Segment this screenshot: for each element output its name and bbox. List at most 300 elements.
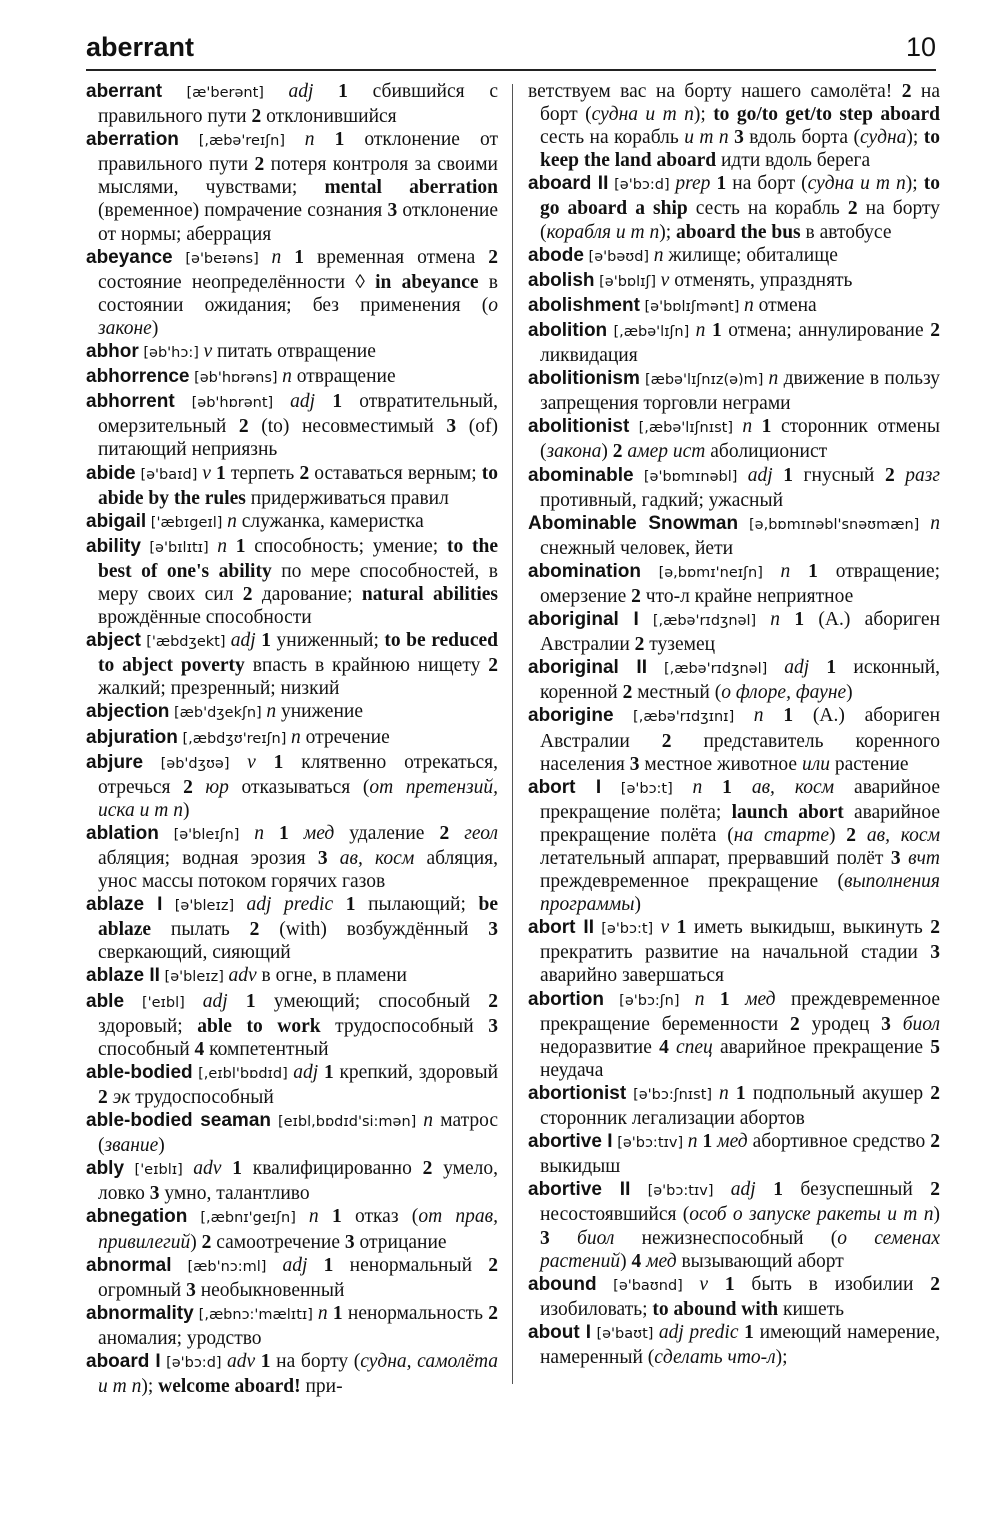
transcription: ['æbdʒekt] bbox=[140, 634, 231, 651]
text-run bbox=[221, 1158, 232, 1179]
bold-text: 1 bbox=[273, 751, 284, 773]
text-run: (А.) абориген Австралии bbox=[540, 705, 941, 752]
headword: able-bodied seaman bbox=[86, 1110, 272, 1132]
left-column bbox=[86, 80, 498, 1398]
text-run: отменять, упразднять bbox=[669, 269, 853, 291]
italic-label: разг bbox=[905, 464, 941, 486]
headword: Abominable Snowman bbox=[528, 512, 739, 534]
text-run: отвращение bbox=[291, 366, 396, 388]
bold-text: 2 bbox=[251, 106, 262, 128]
text-run: что-л крайне неприятное bbox=[640, 585, 854, 607]
bold-text: 3 bbox=[488, 1015, 498, 1037]
text-run bbox=[756, 1179, 774, 1200]
bold-text: 2 bbox=[488, 655, 498, 677]
italic-label: adj bbox=[784, 657, 810, 679]
text-run: нежизнеспособный ( bbox=[614, 1227, 838, 1249]
bold-text: 1 bbox=[773, 1179, 783, 1201]
text-run bbox=[764, 705, 784, 726]
text-run: здоровый; bbox=[98, 1015, 198, 1037]
transcription: [əb'hɒrənt] bbox=[174, 395, 291, 412]
headword: aberration bbox=[86, 129, 179, 151]
bold-text: 1 bbox=[735, 1082, 746, 1104]
italic-label: adv bbox=[228, 965, 257, 987]
bold-text: 1 bbox=[232, 1158, 242, 1180]
bold-text: 2 bbox=[930, 319, 941, 341]
headword: abjection bbox=[86, 701, 170, 723]
text-run: неудача bbox=[540, 1059, 604, 1081]
italic-label: или bbox=[801, 753, 830, 775]
bold-text: be ablaze bbox=[98, 894, 499, 941]
text-run: (временное) помрачение сознания bbox=[98, 200, 388, 222]
text-run: необыкновенный bbox=[195, 1279, 345, 1301]
bold-text: 1 bbox=[744, 1321, 754, 1343]
headword: abigail bbox=[86, 510, 147, 532]
dictionary-entry bbox=[86, 128, 498, 245]
bold-text: 1 bbox=[245, 990, 256, 1012]
transcription: [ə'baɪd] bbox=[135, 466, 203, 483]
text-run: ); bbox=[906, 127, 924, 149]
headword: abjuration bbox=[86, 726, 178, 748]
text-run: сторонник легализации абортов bbox=[540, 1108, 805, 1130]
headword: abolition bbox=[528, 319, 608, 341]
dictionary-entry bbox=[528, 608, 940, 656]
dictionary-entry bbox=[528, 1082, 940, 1130]
italic-label: от претензий, иска и т п bbox=[98, 776, 499, 821]
text-run: отклонившийся bbox=[261, 106, 397, 128]
text-run: аварийное прекращение полёта ( bbox=[540, 801, 940, 846]
italic-label: v bbox=[247, 751, 256, 773]
text-run: противный, гадкий; ужасный bbox=[540, 489, 784, 511]
italic-label: adj bbox=[282, 1254, 308, 1276]
italic-label: биол bbox=[902, 1013, 941, 1035]
text-run: ненормальность bbox=[342, 1302, 489, 1324]
text-run: удаление bbox=[334, 822, 440, 844]
dictionary-entry bbox=[528, 269, 940, 294]
text-run: снежный человек, йети bbox=[540, 537, 734, 559]
italic-label: n bbox=[687, 1131, 698, 1153]
text-run: в автобусе bbox=[800, 221, 892, 243]
transcription: [æ'berənt] bbox=[162, 85, 289, 101]
text-run: сторонник отмены ( bbox=[540, 416, 940, 463]
italic-label: выполнения программы bbox=[540, 871, 940, 916]
italic-label: n bbox=[743, 294, 754, 316]
italic-label: сделать что-л bbox=[654, 1346, 776, 1368]
text-run: унижение bbox=[276, 701, 363, 723]
text-run bbox=[702, 777, 722, 798]
italic-label: судна, самолёта и т п bbox=[98, 1350, 499, 1398]
italic-label: судна и т п bbox=[591, 104, 694, 126]
italic-label: о законе bbox=[98, 294, 498, 339]
headword: abnormality bbox=[86, 1302, 194, 1324]
dictionary-entry bbox=[528, 1178, 940, 1272]
bold-text: 2 bbox=[790, 1013, 800, 1035]
italic-label: adv bbox=[226, 1350, 256, 1372]
bold-text: to keep the land aboard bbox=[540, 127, 940, 172]
bold-text: 1 bbox=[724, 1273, 735, 1295]
transcription: [æbə'lɪʃnɪz(ə)m] bbox=[639, 372, 769, 389]
text-run: изобиловать; bbox=[540, 1298, 653, 1320]
text-run bbox=[227, 536, 236, 557]
dictionary-entry bbox=[528, 80, 940, 172]
text-run bbox=[264, 823, 279, 844]
headword: able bbox=[86, 990, 125, 1012]
dictionary-entry bbox=[86, 1157, 498, 1205]
bold-text: 1 bbox=[260, 1350, 271, 1372]
headword: abide bbox=[86, 462, 136, 484]
text-run: по мере способностей, в меру своих сил bbox=[98, 560, 498, 605]
dictionary-entry bbox=[86, 1302, 498, 1350]
transcription: [ə'baʊnd] bbox=[596, 1277, 700, 1294]
headword: abortionist bbox=[528, 1082, 627, 1104]
headword: about I bbox=[528, 1321, 592, 1343]
italic-label: геол bbox=[464, 822, 499, 844]
transcription: [ə'bɔ:d] bbox=[608, 177, 676, 194]
text-run: аварийное прекращение полёта; bbox=[540, 776, 941, 823]
text-run: (with) возбуждённый bbox=[259, 919, 489, 941]
text-run bbox=[315, 391, 332, 412]
transcription: [,æbnɪ'geɪʃn] bbox=[187, 1210, 309, 1227]
text-run bbox=[193, 777, 206, 798]
bold-text: to be reduced to abject poverty bbox=[98, 630, 499, 677]
text-run: способность; умение; bbox=[245, 535, 447, 557]
text-run: (to) несовместимый bbox=[248, 416, 447, 438]
italic-label: мед bbox=[303, 822, 335, 844]
bold-text: 3 bbox=[446, 416, 457, 438]
dictionary-entry bbox=[86, 1254, 498, 1302]
bold-text: 1 bbox=[761, 416, 772, 438]
text-run: умеющий; способный bbox=[255, 990, 489, 1012]
headword: ability bbox=[86, 535, 141, 557]
transcription: [ə'bɔ:ʃn] bbox=[604, 992, 695, 1009]
bold-text: 2 bbox=[930, 917, 941, 939]
text-run: уродец bbox=[799, 1013, 882, 1035]
transcription: [ə,bɒmɪnəbl'snəʊmæn] bbox=[738, 516, 931, 533]
bold-text: 4 bbox=[194, 1038, 205, 1060]
transcription: [,eɪbl'bɒdɪd] bbox=[192, 1065, 294, 1082]
dictionary-entry bbox=[528, 988, 940, 1082]
text-run: местный ( bbox=[632, 682, 722, 704]
bold-text: 2 bbox=[488, 990, 499, 1012]
bold-text: 2 bbox=[488, 1302, 498, 1324]
transcription: [əb'hɒrəns] bbox=[189, 370, 283, 387]
text-run: туземец bbox=[644, 634, 716, 656]
dictionary-entry bbox=[528, 415, 940, 463]
transcription: [,æbdʒʊ'reɪʃn] bbox=[177, 730, 291, 747]
text-run bbox=[669, 917, 677, 938]
bold-text: 2 bbox=[901, 81, 912, 102]
text-run bbox=[705, 320, 712, 341]
running-header bbox=[86, 30, 936, 70]
headword: abort I bbox=[528, 776, 602, 798]
bold-text: 3 bbox=[629, 753, 640, 775]
bold-text: 2 bbox=[254, 154, 265, 176]
transcription: [ə'bɒlɪʃmənt] bbox=[639, 298, 744, 315]
text-run: отрицание bbox=[354, 1231, 447, 1253]
bold-text: 5 bbox=[930, 1036, 940, 1058]
text-run: ненормальный bbox=[333, 1254, 489, 1276]
text-run: квалифицированно bbox=[241, 1158, 423, 1180]
running-headword: aberrant bbox=[86, 32, 195, 62]
italic-label: n bbox=[753, 705, 764, 727]
bold-text: natural abilities bbox=[361, 583, 498, 605]
dictionary-entry bbox=[528, 294, 940, 319]
text-run: абортивное средство bbox=[747, 1131, 931, 1153]
text-run: ) bbox=[828, 824, 847, 846]
transcription: [æb'dʒekʃn] bbox=[169, 705, 267, 722]
text-run: аварийно завершаться bbox=[540, 965, 725, 987]
text-run: летательный аппарат, прервавший полёт bbox=[540, 848, 891, 869]
bold-text: 3 bbox=[387, 200, 398, 222]
bold-text: 3 bbox=[890, 848, 901, 869]
text-run: исконный, коренной bbox=[540, 657, 941, 704]
text-run: кишеть bbox=[778, 1298, 845, 1320]
text-run: несостоявшийся ( bbox=[540, 1204, 690, 1226]
text-run: на борт ( bbox=[540, 81, 940, 126]
italic-label: adj bbox=[293, 1061, 319, 1083]
italic-label: ав, косм bbox=[751, 776, 835, 798]
bold-text: 2 bbox=[622, 682, 633, 704]
bold-text: launch abort bbox=[731, 801, 844, 823]
dictionary-entry bbox=[528, 916, 940, 987]
dictionary-entry bbox=[86, 726, 498, 751]
headword: aboard II bbox=[528, 173, 609, 195]
text-run: аварийное прекращение bbox=[712, 1036, 931, 1058]
italic-label: мед bbox=[745, 988, 776, 1010]
headword: abjure bbox=[86, 751, 144, 773]
transcription: [əb'dʒʊə] bbox=[143, 755, 248, 772]
italic-label: n bbox=[271, 246, 282, 268]
headword: abortive II bbox=[528, 1179, 631, 1201]
bold-text: mental aberration bbox=[324, 177, 498, 199]
transcription: [ə'beɪəns] bbox=[172, 250, 272, 267]
dictionary-entry bbox=[528, 1273, 940, 1321]
italic-label: ав, косм bbox=[866, 824, 941, 846]
dictionary-entry bbox=[86, 80, 498, 128]
italic-label: n bbox=[718, 1082, 729, 1104]
italic-label: судна и т п bbox=[807, 173, 906, 195]
bold-text: 1 bbox=[323, 1254, 334, 1276]
italic-label: о флоре, фауне bbox=[721, 682, 847, 704]
transcription: [eɪbl,bɒdɪd'si:mən] bbox=[271, 1114, 424, 1131]
bold-text: 1 bbox=[676, 917, 687, 939]
headword: ablaze II bbox=[86, 965, 160, 987]
text-run: представитель коренного населения bbox=[540, 730, 940, 775]
text-run: ) bbox=[846, 682, 853, 704]
text-run bbox=[780, 609, 794, 630]
text-run: при- bbox=[300, 1376, 343, 1398]
headword: aberrant bbox=[86, 81, 163, 102]
text-run: на борт ( bbox=[726, 173, 808, 195]
italic-label: особ о запуске ракеты и т п bbox=[689, 1204, 934, 1226]
text-run bbox=[449, 823, 464, 844]
text-run: (А.) абориген Австралии bbox=[540, 609, 941, 656]
italic-label: adj bbox=[230, 630, 256, 652]
text-run bbox=[708, 1274, 725, 1295]
dictionary-entry bbox=[86, 365, 498, 390]
text-run: отречение bbox=[300, 726, 390, 748]
text-run: оставаться верным; bbox=[309, 462, 482, 484]
italic-label: спец bbox=[676, 1036, 713, 1058]
transcription: [ə'bleɪʃn] bbox=[158, 826, 255, 843]
bold-text: 2 bbox=[238, 416, 249, 438]
bold-text: 1 bbox=[783, 464, 793, 486]
bold-text: 1 bbox=[323, 1061, 334, 1083]
bold-text: 4 bbox=[631, 1250, 642, 1272]
text-run: ветствуем вас на борту нашего самолёта! bbox=[528, 81, 902, 102]
text-run: ликвидация bbox=[540, 345, 638, 367]
bold-text: 2 bbox=[661, 730, 672, 752]
italic-label: мед bbox=[646, 1250, 677, 1272]
italic-label: v bbox=[660, 917, 670, 939]
text-run bbox=[319, 1206, 332, 1227]
text-run: ) bbox=[634, 894, 641, 916]
text-run: отвратительный, омерзительный bbox=[98, 391, 499, 438]
bold-text: welcome aboard! bbox=[158, 1376, 301, 1398]
text-run: придерживаться правил bbox=[245, 487, 449, 509]
transcription: [ə'bɪlɪtɪ] bbox=[140, 539, 218, 556]
bold-text: 3 bbox=[317, 848, 328, 869]
italic-label: n bbox=[304, 129, 315, 151]
bold-text: 1 bbox=[278, 822, 289, 844]
italic-label: n bbox=[694, 988, 705, 1010]
bold-text: 1 bbox=[702, 1131, 713, 1153]
headword: abortion bbox=[528, 988, 604, 1010]
bold-text: in abeyance bbox=[375, 271, 479, 293]
headword: ablaze I bbox=[86, 894, 163, 916]
bold-text: 3 bbox=[149, 1183, 160, 1205]
text-run: ) bbox=[183, 799, 190, 821]
text-run bbox=[328, 848, 340, 869]
transcription: [əb'hɔ:] bbox=[138, 345, 204, 362]
italic-label: v bbox=[699, 1273, 709, 1295]
transcription: [,æbə'rɪdʒnəl] bbox=[638, 613, 771, 630]
dictionary-entry bbox=[528, 1130, 940, 1178]
text-run bbox=[333, 894, 346, 915]
text-run bbox=[228, 991, 246, 1012]
bold-text: 1 bbox=[331, 1206, 342, 1228]
italic-label: adj predic bbox=[658, 1321, 739, 1343]
bold-text: 2 bbox=[634, 634, 645, 656]
italic-label: эк bbox=[112, 1086, 131, 1108]
text-run: преждевременное прекращение беременности bbox=[540, 988, 940, 1035]
transcription: [ə'bəʊd] bbox=[583, 248, 654, 265]
text-run: состояние неопределённости ◊ bbox=[98, 271, 376, 293]
text-run: служанка, камеристка bbox=[236, 510, 424, 532]
bold-text: to abound with bbox=[652, 1298, 779, 1320]
text-run: отклонение от правильного пути bbox=[98, 129, 498, 176]
text-run: идти вдоль берега bbox=[716, 150, 871, 172]
text-run: выкидыш bbox=[540, 1156, 621, 1178]
italic-label: n bbox=[930, 512, 940, 534]
text-run bbox=[550, 1228, 577, 1249]
dictionary-entry bbox=[528, 244, 940, 269]
italic-label: n bbox=[742, 416, 753, 438]
bold-text: 1 bbox=[711, 319, 722, 341]
dictionary-entry bbox=[86, 629, 498, 700]
text-run: самоотречение bbox=[211, 1231, 345, 1253]
transcription: [ə'bleɪz] bbox=[159, 969, 229, 986]
text-run: растение bbox=[829, 753, 909, 775]
bold-text: 1 bbox=[716, 173, 727, 195]
headword: abhor bbox=[86, 341, 139, 363]
italic-label: звание bbox=[104, 1135, 159, 1157]
bold-text: 2 bbox=[242, 583, 253, 605]
headword: aborigine bbox=[528, 705, 614, 727]
dictionary-entry bbox=[528, 656, 940, 704]
bold-text: 2 bbox=[488, 1254, 499, 1276]
right-column bbox=[528, 80, 940, 1369]
text-run: недоразвитие bbox=[540, 1036, 660, 1058]
text-run: потеря контроля за своими мыслями, чувствами; bbox=[98, 154, 498, 199]
text-run: огромный bbox=[98, 1279, 187, 1301]
italic-label: n bbox=[692, 776, 703, 798]
bold-text: 2 bbox=[422, 1158, 433, 1180]
italic-label: о семенах растений bbox=[540, 1227, 940, 1272]
transcription: [,æbnɔ:'mælɪtɪ] bbox=[193, 1306, 318, 1323]
headword: ablation bbox=[86, 822, 159, 844]
text-run bbox=[313, 81, 338, 102]
bold-text: 1 bbox=[783, 705, 794, 727]
bold-text: 2 bbox=[930, 1082, 941, 1104]
text-run: местное животное bbox=[639, 753, 802, 775]
italic-label: n bbox=[768, 368, 779, 390]
bold-text: 2 bbox=[631, 585, 641, 607]
dictionary-entry bbox=[86, 822, 498, 893]
transcription: ['eɪblɪ] bbox=[124, 1162, 194, 1179]
text-run: ) bbox=[151, 317, 159, 339]
bold-text: 2 bbox=[201, 1231, 212, 1253]
text-run bbox=[307, 1255, 323, 1276]
headword: abject bbox=[86, 630, 141, 652]
transcription: [,æbə'lɪʃnɪst] bbox=[629, 420, 743, 437]
bold-text: 1 bbox=[722, 776, 732, 798]
headword: aboriginal I bbox=[528, 609, 639, 631]
headword: abolish bbox=[528, 269, 595, 291]
italic-label: v bbox=[202, 462, 211, 484]
italic-label: на старте bbox=[733, 824, 829, 846]
bold-text: 1 bbox=[261, 630, 272, 652]
italic-label: амер ист bbox=[627, 441, 706, 463]
text-run: сесть на корабль bbox=[540, 127, 685, 149]
headword: abode bbox=[528, 244, 584, 266]
dictionary-entry bbox=[86, 893, 498, 964]
bold-text: to the best of one's ability bbox=[98, 535, 498, 582]
dictionary-entry bbox=[86, 964, 498, 989]
dictionary-entry bbox=[528, 464, 940, 512]
italic-label: n bbox=[653, 244, 664, 266]
text-run: движение в пользу запрещения торговли неграми bbox=[540, 368, 941, 415]
dictionary-entry bbox=[528, 319, 940, 367]
dictionary-entry bbox=[528, 512, 940, 560]
text-run: трудоспособный bbox=[320, 1015, 489, 1037]
transcription: [ə'baʊt] bbox=[591, 1325, 659, 1342]
italic-label: n bbox=[227, 510, 237, 532]
headword: abeyance bbox=[86, 246, 173, 268]
dictionary-entry bbox=[86, 535, 498, 629]
italic-label: биол bbox=[577, 1227, 615, 1249]
text-run: отказываться ( bbox=[228, 776, 370, 798]
text-run: прекратить развитие на начальной стадии bbox=[540, 942, 931, 964]
headword: aboriginal II bbox=[528, 657, 647, 679]
text-run bbox=[669, 1037, 676, 1058]
transcription: [ə,bɒmɪ'neɪʃn] bbox=[640, 564, 781, 581]
bold-text: 1 bbox=[216, 462, 226, 484]
italic-label: от прав, привилегий bbox=[98, 1206, 499, 1253]
dictionary-entry bbox=[86, 390, 498, 461]
italic-label: и т п bbox=[684, 127, 729, 149]
text-run: (of) питающий неприязнь bbox=[98, 416, 498, 461]
text-run: ); bbox=[693, 104, 714, 126]
